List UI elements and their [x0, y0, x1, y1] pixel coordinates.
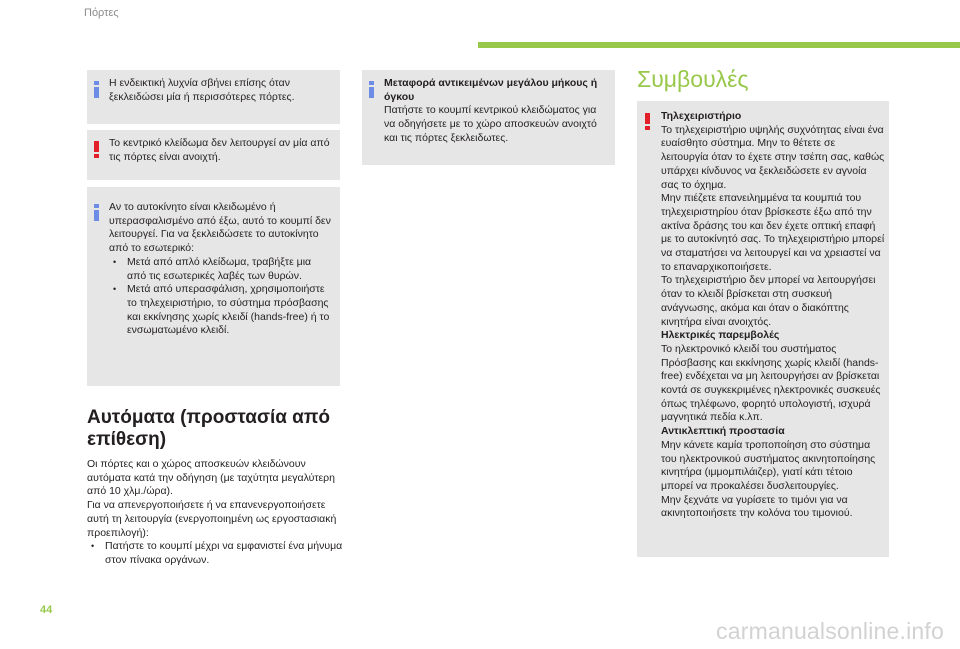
- automatic-para-2: Για να απενεργοποιήσετε ή να επανενεργοποιήσετε αυτή τη λειτουργία (ενεργοποιημένη ως εργοστασιακή προεπιλογή):: [87, 499, 337, 539]
- info-box-indicator-text: Η ενδεικτική λυχνία σβήνει επίσης όταν ξεκλειδώσει μία ή περισσότερες πόρτες.: [109, 77, 295, 103]
- watermark: carmanualsonline.info: [716, 618, 944, 644]
- remote-para-1: Το τηλεχειριστήριο υψηλής συχνότητας είναι ένα ευαίσθητο σύστημα. Μην το θέτετε σε λειτουργία όταν το έχετε στην τσέπη σας, καθώς υπάρχει κίνδυνος να ξεκλειδώσετε εν αγνοία σας το όχημα.: [661, 123, 885, 191]
- warning-box-text: Το κεντρικό κλείδωμα δεν λειτουργεί αν μία από τις πόρτες είναι ανοιχτή.: [109, 137, 330, 163]
- remote-title: Τηλεχειριστήριο: [661, 110, 742, 122]
- automatic-bullets: [87, 540, 345, 567]
- automatic-para-1: Οι πόρτες και ο χώρος αποσκευών κλειδώνουν αυτόματα κατά την οδήγηση (με ταχύτητα μεγαλύτερη από 10 χλμ./ώρα).: [87, 458, 335, 498]
- antitheft-para-2: Μην ξεχνάτε να γυρίσετε το τιμόνι για να ακινητοποιήσετε την κολόνα του τιμονιού.: [661, 493, 853, 520]
- interference-para: Το ηλεκτρονικό κλειδί του συστήματος Πρόσβασης και εκκίνησης χωρίς κλειδί (hands-free) ενδέχεται να μη λειτουργήσει αν βρίσκεται κοντά σε συγκεκριμένες ηλεκτρονικές συσκευές όπως τηλέφωνο, φορητό υπολογιστή, ισχυρά μαγνητικά πεδία κ.λπ.: [661, 342, 881, 424]
- remote-para-3: Το τηλεχειριστήριο δεν μπορεί να λειτουργήσει όταν το κλειδί βρίσκεται στη συσκευή ανάγνωσης, ακόμα και όταν ο διακόπτης κινητήρα είναι ανοιχτός.: [661, 274, 876, 328]
- tips-title: Συμβουλές: [637, 66, 749, 92]
- page-number: 44: [40, 604, 53, 616]
- tips-box: [637, 101, 889, 557]
- info-icon: [369, 81, 374, 98]
- section-title-automatic: Αυτόματα (προστασία από επίθεση): [87, 407, 331, 450]
- info-box-indicator: [87, 70, 340, 124]
- info-box-long-objects: [362, 70, 615, 165]
- locked-vehicle-bullets: [109, 256, 333, 338]
- page-header-title: Πόρτες: [84, 7, 119, 19]
- header-accent-bar: [478, 42, 960, 48]
- antitheft-title: Αντικλεπτική προστασία: [661, 425, 785, 438]
- warning-box-central-locking: [87, 130, 340, 180]
- long-objects-text: Πατήστε το κουμπί κεντρικού κλειδώματος για να οδηγήσετε με το χώρο αποσκευών ανοιχτό και τις πόρτες ξεκλειδωτες.: [384, 104, 597, 144]
- info-icon: [94, 204, 99, 221]
- list-item: • Μετά από υπερασφάλιση, χρησιμοποιήστε το τηλεχειριστήριο, το σύστημα πρόσβασης και εκκίνησης χωρίς κλειδί (hands-free) ή το ενσωματωμένο κλειδί.: [109, 283, 333, 338]
- warning-icon: [94, 141, 99, 158]
- list-item: • Πατήστε το κουμπί μέχρι να εμφανιστεί ένα μήνυμα στον πίνακα οργάνων.: [87, 540, 345, 567]
- info-box-locked-vehicle: [87, 187, 340, 386]
- long-objects-title: Μεταφορά αντικειμένων μεγάλου μήκους ή όγκου: [384, 77, 598, 103]
- warning-icon: [645, 113, 650, 130]
- list-item: • Μετά από απλό κλείδωμα, τραβήξτε μια από τις εσωτερικές λαβές των θυρών.: [109, 256, 333, 283]
- antitheft-para-1: Μην κάνετε καμία τροποποίηση στο σύστημα του ηλεκτρονικού συστήματος ακινητοποίησης κινητήρα (ιμμομπιλάιζερ), γιατί κάτι τέτοιο μπορεί να προκαλέσει δυσλειτουργίες.: [661, 438, 876, 492]
- info-icon: [94, 81, 99, 98]
- interference-title: Ηλεκτρικές παρεμβολές: [661, 329, 780, 342]
- locked-vehicle-text: Αν το αυτοκίνητο είναι κλειδωμένο ή υπερασφαλισμένο από έξω, αυτό το κουμπί δεν λειτουργεί. Για να ξεκλειδώσετε το αυτοκίνητο από το εσωτερικό:: [109, 201, 331, 255]
- automatic-section-body: [87, 458, 345, 568]
- remote-para-2: Μην πιέζετε επανειλημμένα τα κουμπιά του τηλεχειριστηρίου όταν βρίσκεστε έξω από την ακτίνα δράσης του και δεν έχετε οπτική επαφή με το αυτοκίνητό σας. Το τηλεχειριστήριο μπορεί να σταματήσει να λειτουργεί και να χρειαστεί να το επαναρχικοποιήσετε.: [661, 192, 885, 273]
